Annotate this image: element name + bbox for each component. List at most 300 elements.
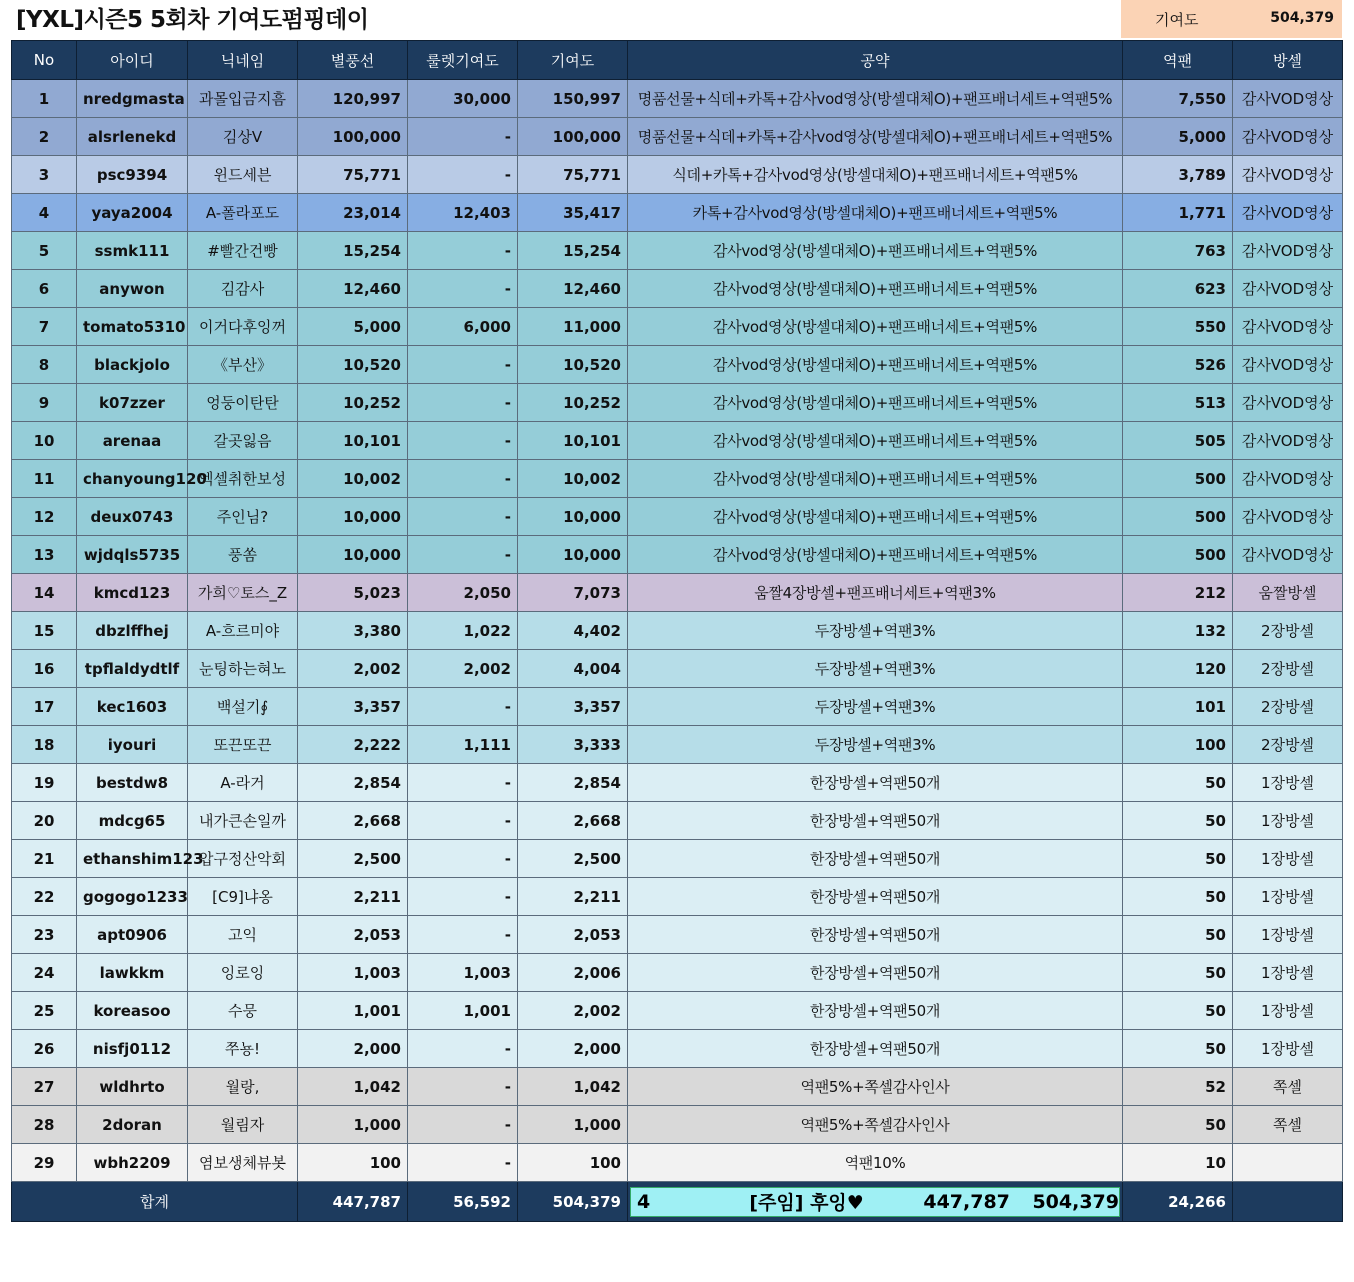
cell-nickname: 엉둥이탄탄	[188, 384, 298, 422]
summary-label: 기여도	[1155, 11, 1199, 29]
cell-no: 5	[12, 232, 77, 270]
cell-id: ssmk111	[77, 232, 188, 270]
cell-no: 12	[12, 498, 77, 536]
cell-star-balloon: 1,042	[298, 1068, 408, 1106]
cell-pledge: 감사vod영상(방셀대체O)+팬프배너세트+역팬5%	[628, 270, 1123, 308]
cell-no: 10	[12, 422, 77, 460]
cell-star-balloon: 3,357	[298, 688, 408, 726]
table-row	[12, 840, 1343, 878]
cell-pledge: 카톡+감사vod영상(방셀대체O)+팬프배너세트+역팬5%	[628, 194, 1123, 232]
table-row	[12, 1144, 1343, 1182]
cell-contribution: 2,002	[518, 992, 628, 1030]
col-header-bangsel: 방셀	[1233, 41, 1343, 80]
cell-roulette: 1,003	[408, 954, 518, 992]
cell-contribution: 35,417	[518, 194, 628, 232]
cell-roulette: 1,001	[408, 992, 518, 1030]
cell-star-balloon: 1,003	[298, 954, 408, 992]
cell-nickname: [C9]냐옹	[188, 878, 298, 916]
cell-bangsel: 감사VOD영상	[1233, 536, 1343, 574]
cell-star-balloon: 1,001	[298, 992, 408, 1030]
cell-roulette: -	[408, 916, 518, 954]
cell-roulette: -	[408, 422, 518, 460]
cell-roulette: -	[408, 764, 518, 802]
cell-roulette: -	[408, 460, 518, 498]
table-row	[12, 574, 1343, 612]
cell-roulette: -	[408, 802, 518, 840]
total-contribution: 504,379	[518, 1182, 628, 1222]
cell-bangsel: 감사VOD영상	[1233, 118, 1343, 156]
cell-star-balloon: 23,014	[298, 194, 408, 232]
cell-reverse-fan: 763	[1123, 232, 1233, 270]
cell-id: mdcg65	[77, 802, 188, 840]
cell-contribution: 2,668	[518, 802, 628, 840]
cell-bangsel: 감사VOD영상	[1233, 156, 1343, 194]
cell-reverse-fan: 50	[1123, 1106, 1233, 1144]
cell-contribution: 150,997	[518, 80, 628, 118]
cell-reverse-fan: 513	[1123, 384, 1233, 422]
cell-pledge: 감사vod영상(방셀대체O)+팬프배너세트+역팬5%	[628, 232, 1123, 270]
total-highlight-cell	[628, 1182, 1123, 1222]
cell-reverse-fan: 500	[1123, 460, 1233, 498]
cell-nickname: A-라거	[188, 764, 298, 802]
cell-id: iyouri	[77, 726, 188, 764]
col-header-no: No	[12, 41, 77, 80]
cell-pledge: 한장방셀+역팬50개	[628, 878, 1123, 916]
cell-nickname: 잉로잉	[188, 954, 298, 992]
contribution-summary	[1121, 0, 1342, 38]
cell-pledge: 두장방셀+역팬3%	[628, 612, 1123, 650]
table-row	[12, 536, 1343, 574]
cell-nickname: 엑셀취한보성	[188, 460, 298, 498]
cell-pledge: 감사vod영상(방셀대체O)+팬프배너세트+역팬5%	[628, 384, 1123, 422]
cell-bangsel: 2장방셀	[1233, 688, 1343, 726]
page-title: [YXL]시즌5 5회차 기여도펌핑데이	[16, 7, 369, 33]
cell-contribution: 10,520	[518, 346, 628, 384]
cell-nickname: 쭈뇽!	[188, 1030, 298, 1068]
cell-id: deux0743	[77, 498, 188, 536]
cell-bangsel: 감사VOD영상	[1233, 194, 1343, 232]
cell-bangsel: 쪽셀	[1233, 1068, 1343, 1106]
table-row	[12, 270, 1343, 308]
col-header-star-balloon: 별풍선	[298, 41, 408, 80]
cell-contribution: 2,000	[518, 1030, 628, 1068]
cell-contribution: 10,101	[518, 422, 628, 460]
cell-pledge: 감사vod영상(방셀대체O)+팬프배너세트+역팬5%	[628, 308, 1123, 346]
cell-id: lawkkm	[77, 954, 188, 992]
cell-no: 23	[12, 916, 77, 954]
top-star: 447,787	[923, 1190, 1010, 1213]
cell-bangsel: 2장방셀	[1233, 612, 1343, 650]
cell-contribution: 4,402	[518, 612, 628, 650]
cell-no: 13	[12, 536, 77, 574]
cell-bangsel: 1장방셀	[1233, 764, 1343, 802]
cell-contribution: 11,000	[518, 308, 628, 346]
table-row	[12, 1030, 1343, 1068]
cell-nickname: 주인님?	[188, 498, 298, 536]
cell-reverse-fan: 52	[1123, 1068, 1233, 1106]
cell-pledge: 역팬5%+쪽셀감사인사	[628, 1106, 1123, 1144]
cell-reverse-fan: 3,789	[1123, 156, 1233, 194]
cell-bangsel: 2장방셀	[1233, 726, 1343, 764]
contribution-table	[11, 40, 1343, 1222]
cell-pledge: 움짤4장방셀+팬프배너세트+역팬3%	[628, 574, 1123, 612]
cell-star-balloon: 75,771	[298, 156, 408, 194]
cell-roulette: -	[408, 1030, 518, 1068]
cell-id: wjdqls5735	[77, 536, 188, 574]
cell-roulette: 30,000	[408, 80, 518, 118]
cell-reverse-fan: 50	[1123, 1030, 1233, 1068]
total-roulette: 56,592	[408, 1182, 518, 1222]
cell-contribution: 3,333	[518, 726, 628, 764]
cell-id: kec1603	[77, 688, 188, 726]
cell-star-balloon: 2,500	[298, 840, 408, 878]
cell-roulette: 12,403	[408, 194, 518, 232]
cell-reverse-fan: 50	[1123, 878, 1233, 916]
cell-reverse-fan: 100	[1123, 726, 1233, 764]
cell-no: 8	[12, 346, 77, 384]
cell-bangsel: 감사VOD영상	[1233, 498, 1343, 536]
cell-id: k07zzer	[77, 384, 188, 422]
table-row	[12, 422, 1343, 460]
cell-reverse-fan: 5,000	[1123, 118, 1233, 156]
cell-bangsel: 움짤방셀	[1233, 574, 1343, 612]
cell-roulette: -	[408, 1106, 518, 1144]
cell-roulette: 6,000	[408, 308, 518, 346]
cell-no: 18	[12, 726, 77, 764]
cell-pledge: 역팬10%	[628, 1144, 1123, 1182]
total-label: 합계	[12, 1182, 298, 1222]
cell-no: 19	[12, 764, 77, 802]
cell-no: 28	[12, 1106, 77, 1144]
cell-no: 20	[12, 802, 77, 840]
table-row	[12, 612, 1343, 650]
cell-bangsel: 1장방셀	[1233, 802, 1343, 840]
cell-contribution: 15,254	[518, 232, 628, 270]
table-row	[12, 308, 1343, 346]
cell-no: 25	[12, 992, 77, 1030]
cell-pledge: 명품선물+식데+카톡+감사vod영상(방셀대체O)+팬프배너세트+역팬5%	[628, 80, 1123, 118]
table-row	[12, 194, 1343, 232]
cell-nickname: 월랑,	[188, 1068, 298, 1106]
cell-nickname: 또끈또끈	[188, 726, 298, 764]
cell-star-balloon: 10,252	[298, 384, 408, 422]
cell-star-balloon: 5,023	[298, 574, 408, 612]
cell-no: 14	[12, 574, 77, 612]
cell-reverse-fan: 50	[1123, 916, 1233, 954]
cell-contribution: 7,073	[518, 574, 628, 612]
cell-no: 27	[12, 1068, 77, 1106]
cell-nickname: 내가큰손일까	[188, 802, 298, 840]
col-header-pledge: 공약	[628, 41, 1123, 80]
cell-nickname: 고익	[188, 916, 298, 954]
cell-roulette: -	[408, 498, 518, 536]
cell-bangsel: 감사VOD영상	[1233, 232, 1343, 270]
cell-contribution: 10,000	[518, 498, 628, 536]
cell-no: 11	[12, 460, 77, 498]
cell-contribution: 2,006	[518, 954, 628, 992]
cell-roulette: -	[408, 384, 518, 422]
table-row	[12, 878, 1343, 916]
cell-no: 21	[12, 840, 77, 878]
cell-nickname: 월림자	[188, 1106, 298, 1144]
table-row	[12, 726, 1343, 764]
cell-contribution: 1,042	[518, 1068, 628, 1106]
table-row	[12, 1106, 1343, 1144]
cell-no: 15	[12, 612, 77, 650]
cell-bangsel	[1233, 1144, 1343, 1182]
total-reverse-fan: 24,266	[1123, 1182, 1233, 1222]
cell-id: wldhrto	[77, 1068, 188, 1106]
cell-bangsel: 1장방셀	[1233, 1030, 1343, 1068]
cell-bangsel: 감사VOD영상	[1233, 308, 1343, 346]
col-header-roulette: 룰렛기여도	[408, 41, 518, 80]
cell-nickname: 압구정산악회	[188, 840, 298, 878]
cell-roulette: 2,050	[408, 574, 518, 612]
cell-star-balloon: 1,000	[298, 1106, 408, 1144]
cell-contribution: 100	[518, 1144, 628, 1182]
cell-reverse-fan: 500	[1123, 536, 1233, 574]
cell-id: koreasoo	[77, 992, 188, 1030]
cell-reverse-fan: 623	[1123, 270, 1233, 308]
total-row	[12, 1182, 1343, 1222]
cell-id: psc9394	[77, 156, 188, 194]
cell-nickname: 가희♡토스_Z	[188, 574, 298, 612]
cell-roulette: -	[408, 688, 518, 726]
cell-bangsel: 1장방셀	[1233, 954, 1343, 992]
cell-bangsel: 감사VOD영상	[1233, 346, 1343, 384]
cell-star-balloon: 120,997	[298, 80, 408, 118]
cell-nickname: 풍쏨	[188, 536, 298, 574]
cell-pledge: 감사vod영상(방셀대체O)+팬프배너세트+역팬5%	[628, 346, 1123, 384]
cell-pledge: 한장방셀+역팬50개	[628, 764, 1123, 802]
cell-nickname: 《부산》	[188, 346, 298, 384]
cell-no: 24	[12, 954, 77, 992]
cell-pledge: 두장방셀+역팬3%	[628, 726, 1123, 764]
table-row	[12, 992, 1343, 1030]
cell-no: 29	[12, 1144, 77, 1182]
cell-id: apt0906	[77, 916, 188, 954]
cell-roulette: 1,022	[408, 612, 518, 650]
cell-id: ethanshim123	[77, 840, 188, 878]
cell-pledge: 식데+카톡+감사vod영상(방셀대체O)+팬프배너세트+역팬5%	[628, 156, 1123, 194]
total-star: 447,787	[298, 1182, 408, 1222]
cell-roulette: 1,111	[408, 726, 518, 764]
cell-contribution: 75,771	[518, 156, 628, 194]
top-rank: 4	[637, 1190, 651, 1213]
cell-pledge: 감사vod영상(방셀대체O)+팬프배너세트+역팬5%	[628, 536, 1123, 574]
cell-reverse-fan: 212	[1123, 574, 1233, 612]
cell-contribution: 1,000	[518, 1106, 628, 1144]
cell-contribution: 100,000	[518, 118, 628, 156]
cell-pledge: 감사vod영상(방셀대체O)+팬프배너세트+역팬5%	[628, 422, 1123, 460]
cell-nickname: 수뭉	[188, 992, 298, 1030]
table-row	[12, 764, 1343, 802]
cell-bangsel: 1장방셀	[1233, 916, 1343, 954]
cell-contribution: 10,000	[518, 536, 628, 574]
cell-id: anywon	[77, 270, 188, 308]
cell-reverse-fan: 50	[1123, 802, 1233, 840]
table-row	[12, 460, 1343, 498]
cell-reverse-fan: 7,550	[1123, 80, 1233, 118]
cell-star-balloon: 100	[298, 1144, 408, 1182]
top-name: [주임] 후잉♥	[749, 1192, 864, 1214]
cell-roulette: -	[408, 232, 518, 270]
table-row	[12, 80, 1343, 118]
cell-id: dbzlffhej	[77, 612, 188, 650]
cell-nickname: 김감사	[188, 270, 298, 308]
cell-no: 26	[12, 1030, 77, 1068]
cell-contribution: 2,053	[518, 916, 628, 954]
cell-roulette: -	[408, 840, 518, 878]
cell-pledge: 감사vod영상(방셀대체O)+팬프배너세트+역팬5%	[628, 498, 1123, 536]
cell-contribution: 10,002	[518, 460, 628, 498]
cell-nickname: 눈팅하는혀노	[188, 650, 298, 688]
cell-pledge: 두장방셀+역팬3%	[628, 688, 1123, 726]
cell-bangsel: 감사VOD영상	[1233, 460, 1343, 498]
col-header-nickname: 닉네임	[188, 41, 298, 80]
cell-contribution: 3,357	[518, 688, 628, 726]
cell-nickname: 갈곳잃음	[188, 422, 298, 460]
cell-bangsel: 감사VOD영상	[1233, 422, 1343, 460]
cell-star-balloon: 12,460	[298, 270, 408, 308]
cell-star-balloon: 100,000	[298, 118, 408, 156]
cell-star-balloon: 15,254	[298, 232, 408, 270]
table-row	[12, 384, 1343, 422]
cell-id: 2doran	[77, 1106, 188, 1144]
cell-id: blackjolo	[77, 346, 188, 384]
cell-bangsel: 감사VOD영상	[1233, 270, 1343, 308]
cell-bangsel: 1장방셀	[1233, 878, 1343, 916]
cell-bangsel: 쪽셀	[1233, 1106, 1343, 1144]
cell-bangsel: 1장방셀	[1233, 840, 1343, 878]
cell-no: 2	[12, 118, 77, 156]
cell-contribution: 2,211	[518, 878, 628, 916]
cell-contribution: 2,854	[518, 764, 628, 802]
cell-reverse-fan: 10	[1123, 1144, 1233, 1182]
cell-nickname: A-폴라포도	[188, 194, 298, 232]
table-row	[12, 346, 1343, 384]
header-row	[12, 41, 1343, 80]
cell-id: bestdw8	[77, 764, 188, 802]
col-header-reverse-fan: 역팬	[1123, 41, 1233, 80]
cell-roulette: -	[408, 270, 518, 308]
col-header-contribution: 기여도	[518, 41, 628, 80]
cell-reverse-fan: 1,771	[1123, 194, 1233, 232]
cell-nickname: #빨간건빵	[188, 232, 298, 270]
cell-no: 3	[12, 156, 77, 194]
cell-nickname: 이거다후잉꺼	[188, 308, 298, 346]
table-row	[12, 916, 1343, 954]
cell-id: chanyoung120	[77, 460, 188, 498]
cell-star-balloon: 10,000	[298, 536, 408, 574]
cell-id: arenaa	[77, 422, 188, 460]
cell-reverse-fan: 50	[1123, 992, 1233, 1030]
cell-pledge: 한장방셀+역팬50개	[628, 954, 1123, 992]
cell-reverse-fan: 505	[1123, 422, 1233, 460]
cell-reverse-fan: 120	[1123, 650, 1233, 688]
cell-reverse-fan: 101	[1123, 688, 1233, 726]
cell-roulette: -	[408, 156, 518, 194]
cell-star-balloon: 3,380	[298, 612, 408, 650]
cell-nickname: 백설기∮	[188, 688, 298, 726]
cell-star-balloon: 5,000	[298, 308, 408, 346]
cell-contribution: 2,500	[518, 840, 628, 878]
table-row	[12, 954, 1343, 992]
cell-reverse-fan: 500	[1123, 498, 1233, 536]
cell-star-balloon: 10,002	[298, 460, 408, 498]
table-row	[12, 232, 1343, 270]
cell-nickname: 과몰입금지흠	[188, 80, 298, 118]
cell-star-balloon: 2,002	[298, 650, 408, 688]
cell-star-balloon: 2,053	[298, 916, 408, 954]
cell-pledge: 명품선물+식데+카톡+감사vod영상(방셀대체O)+팬프배너세트+역팬5%	[628, 118, 1123, 156]
cell-nickname: 김상V	[188, 118, 298, 156]
cell-bangsel: 감사VOD영상	[1233, 80, 1343, 118]
cell-id: tomato5310	[77, 308, 188, 346]
table-row	[12, 156, 1343, 194]
top-contributor-box	[630, 1187, 1120, 1217]
cell-roulette: 2,002	[408, 650, 518, 688]
cell-reverse-fan: 550	[1123, 308, 1233, 346]
cell-pledge: 한장방셀+역팬50개	[628, 840, 1123, 878]
cell-pledge: 역팬5%+쪽셀감사인사	[628, 1068, 1123, 1106]
cell-star-balloon: 10,520	[298, 346, 408, 384]
table-row	[12, 498, 1343, 536]
cell-no: 7	[12, 308, 77, 346]
cell-contribution: 12,460	[518, 270, 628, 308]
cell-nickname: 염보생체뷰봇	[188, 1144, 298, 1182]
cell-roulette: -	[408, 1068, 518, 1106]
cell-bangsel: 감사VOD영상	[1233, 384, 1343, 422]
cell-roulette: -	[408, 346, 518, 384]
cell-roulette: -	[408, 1144, 518, 1182]
cell-pledge: 두장방셀+역팬3%	[628, 650, 1123, 688]
cell-star-balloon: 2,211	[298, 878, 408, 916]
cell-nickname: 윈드세븐	[188, 156, 298, 194]
table-row	[12, 650, 1343, 688]
cell-id: gogogo1233	[77, 878, 188, 916]
cell-contribution: 4,004	[518, 650, 628, 688]
cell-no: 9	[12, 384, 77, 422]
cell-star-balloon: 2,000	[298, 1030, 408, 1068]
cell-id: kmcd123	[77, 574, 188, 612]
cell-roulette: -	[408, 118, 518, 156]
top-contribution: 504,379	[1032, 1190, 1119, 1213]
cell-nickname: A-흐르미야	[188, 612, 298, 650]
cell-pledge: 한장방셀+역팬50개	[628, 916, 1123, 954]
cell-bangsel: 2장방셀	[1233, 650, 1343, 688]
cell-star-balloon: 2,222	[298, 726, 408, 764]
cell-star-balloon: 2,854	[298, 764, 408, 802]
cell-contribution: 10,252	[518, 384, 628, 422]
cell-no: 6	[12, 270, 77, 308]
cell-reverse-fan: 526	[1123, 346, 1233, 384]
cell-star-balloon: 10,101	[298, 422, 408, 460]
cell-id: alsrlenekd	[77, 118, 188, 156]
cell-reverse-fan: 132	[1123, 612, 1233, 650]
cell-id: tpflaldydtlf	[77, 650, 188, 688]
cell-id: nisfj0112	[77, 1030, 188, 1068]
cell-reverse-fan: 50	[1123, 954, 1233, 992]
cell-reverse-fan: 50	[1123, 764, 1233, 802]
cell-no: 4	[12, 194, 77, 232]
cell-roulette: -	[408, 878, 518, 916]
cell-reverse-fan: 50	[1123, 840, 1233, 878]
cell-id: nredgmasta	[77, 80, 188, 118]
cell-star-balloon: 2,668	[298, 802, 408, 840]
cell-no: 16	[12, 650, 77, 688]
total-bangsel	[1233, 1182, 1343, 1222]
